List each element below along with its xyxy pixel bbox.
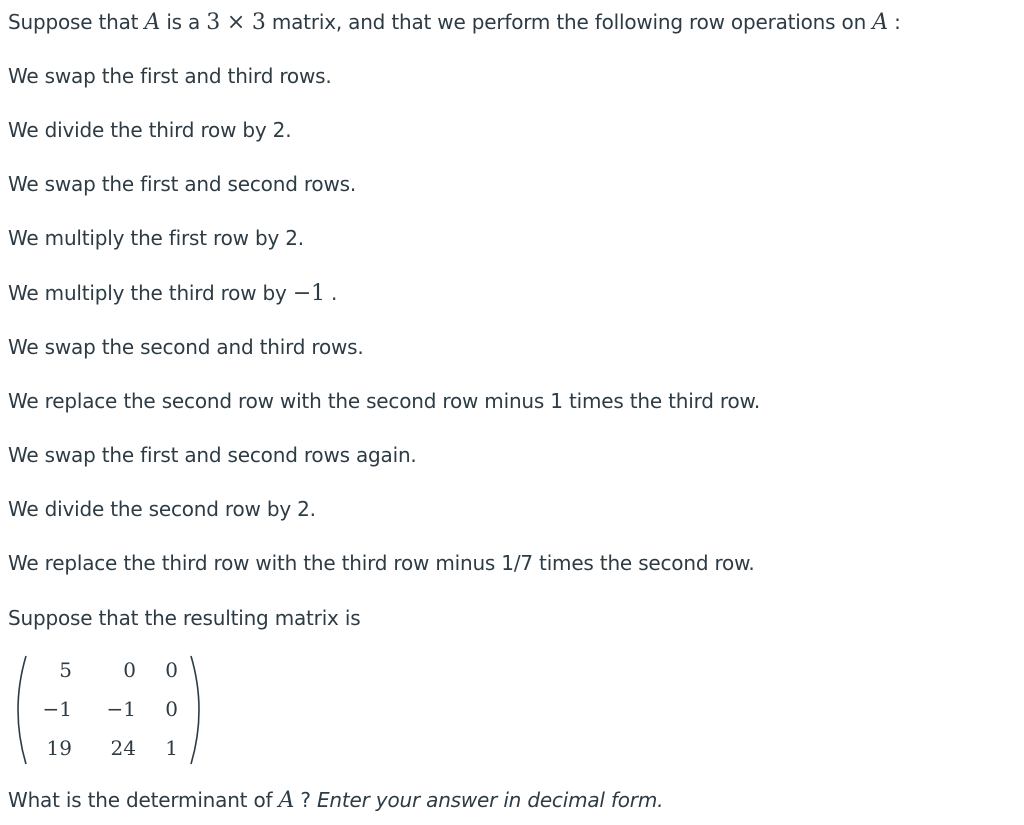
operation-1: We swap the first and third rows.: [8, 64, 332, 88]
question-mark: ?: [294, 788, 317, 812]
matrix-cell-r1-c2: 0: [123, 658, 136, 682]
operation-10: We replace the third row with the third row minus 1/7 times the second row.: [8, 551, 755, 575]
matrix-symbol-A-2: A: [872, 10, 888, 35]
matrix-cell-r2-c3: 0: [165, 697, 178, 721]
matrix-symbol-A: A: [144, 10, 161, 35]
operation-3: We swap the first and second rows.: [8, 172, 356, 196]
matrix-cell-r2-c1: −1: [42, 697, 72, 721]
operation-5-scalar: −1: [292, 281, 325, 306]
intro-colon: :: [887, 10, 901, 34]
left-parenthesis: [18, 656, 26, 764]
intro-part-3: matrix, and that we perform the following row operations on: [265, 10, 873, 34]
intro-part-1: Suppose that: [8, 10, 145, 34]
result-matrix: [8, 654, 208, 766]
matrix-cell-r3-c3: 1: [165, 736, 178, 760]
question-prompt: [8, 786, 663, 815]
operation-2: We divide the third row by 2.: [8, 118, 292, 142]
matrix-cell-r1-c1: 5: [59, 658, 72, 682]
operation-7: We replace the second row with the second row minus 1 times the third row.: [8, 389, 760, 413]
result-intro: Suppose that the resulting matrix is: [8, 606, 361, 630]
matrix-cell-r1-c3: 0: [165, 658, 178, 682]
matrix-cell-r3-c2: 24: [110, 736, 136, 760]
operation-5-text: We multiply the third row by: [8, 281, 293, 305]
operation-4: We multiply the first row by 2.: [8, 226, 304, 250]
operation-5-suffix: .: [324, 281, 338, 305]
matrix-dimensions: 3 × 3: [206, 10, 266, 35]
intro-text: [8, 8, 901, 37]
matrix-symbol-A-3: A: [278, 788, 295, 813]
matrix-cell-r3-c1: 19: [46, 736, 72, 760]
question-text: What is the determinant of: [8, 788, 279, 812]
operation-8: We swap the first and second rows again.: [8, 443, 417, 467]
intro-part-2: is a: [160, 10, 207, 34]
matrix-cell-r2-c2: −1: [106, 697, 136, 721]
operation-9: We divide the second row by 2.: [8, 497, 316, 521]
operation-5: [8, 279, 337, 308]
operation-6: We swap the second and third rows.: [8, 335, 364, 359]
right-parenthesis: [191, 656, 199, 764]
answer-instruction: Enter your answer in decimal form.: [316, 788, 664, 812]
